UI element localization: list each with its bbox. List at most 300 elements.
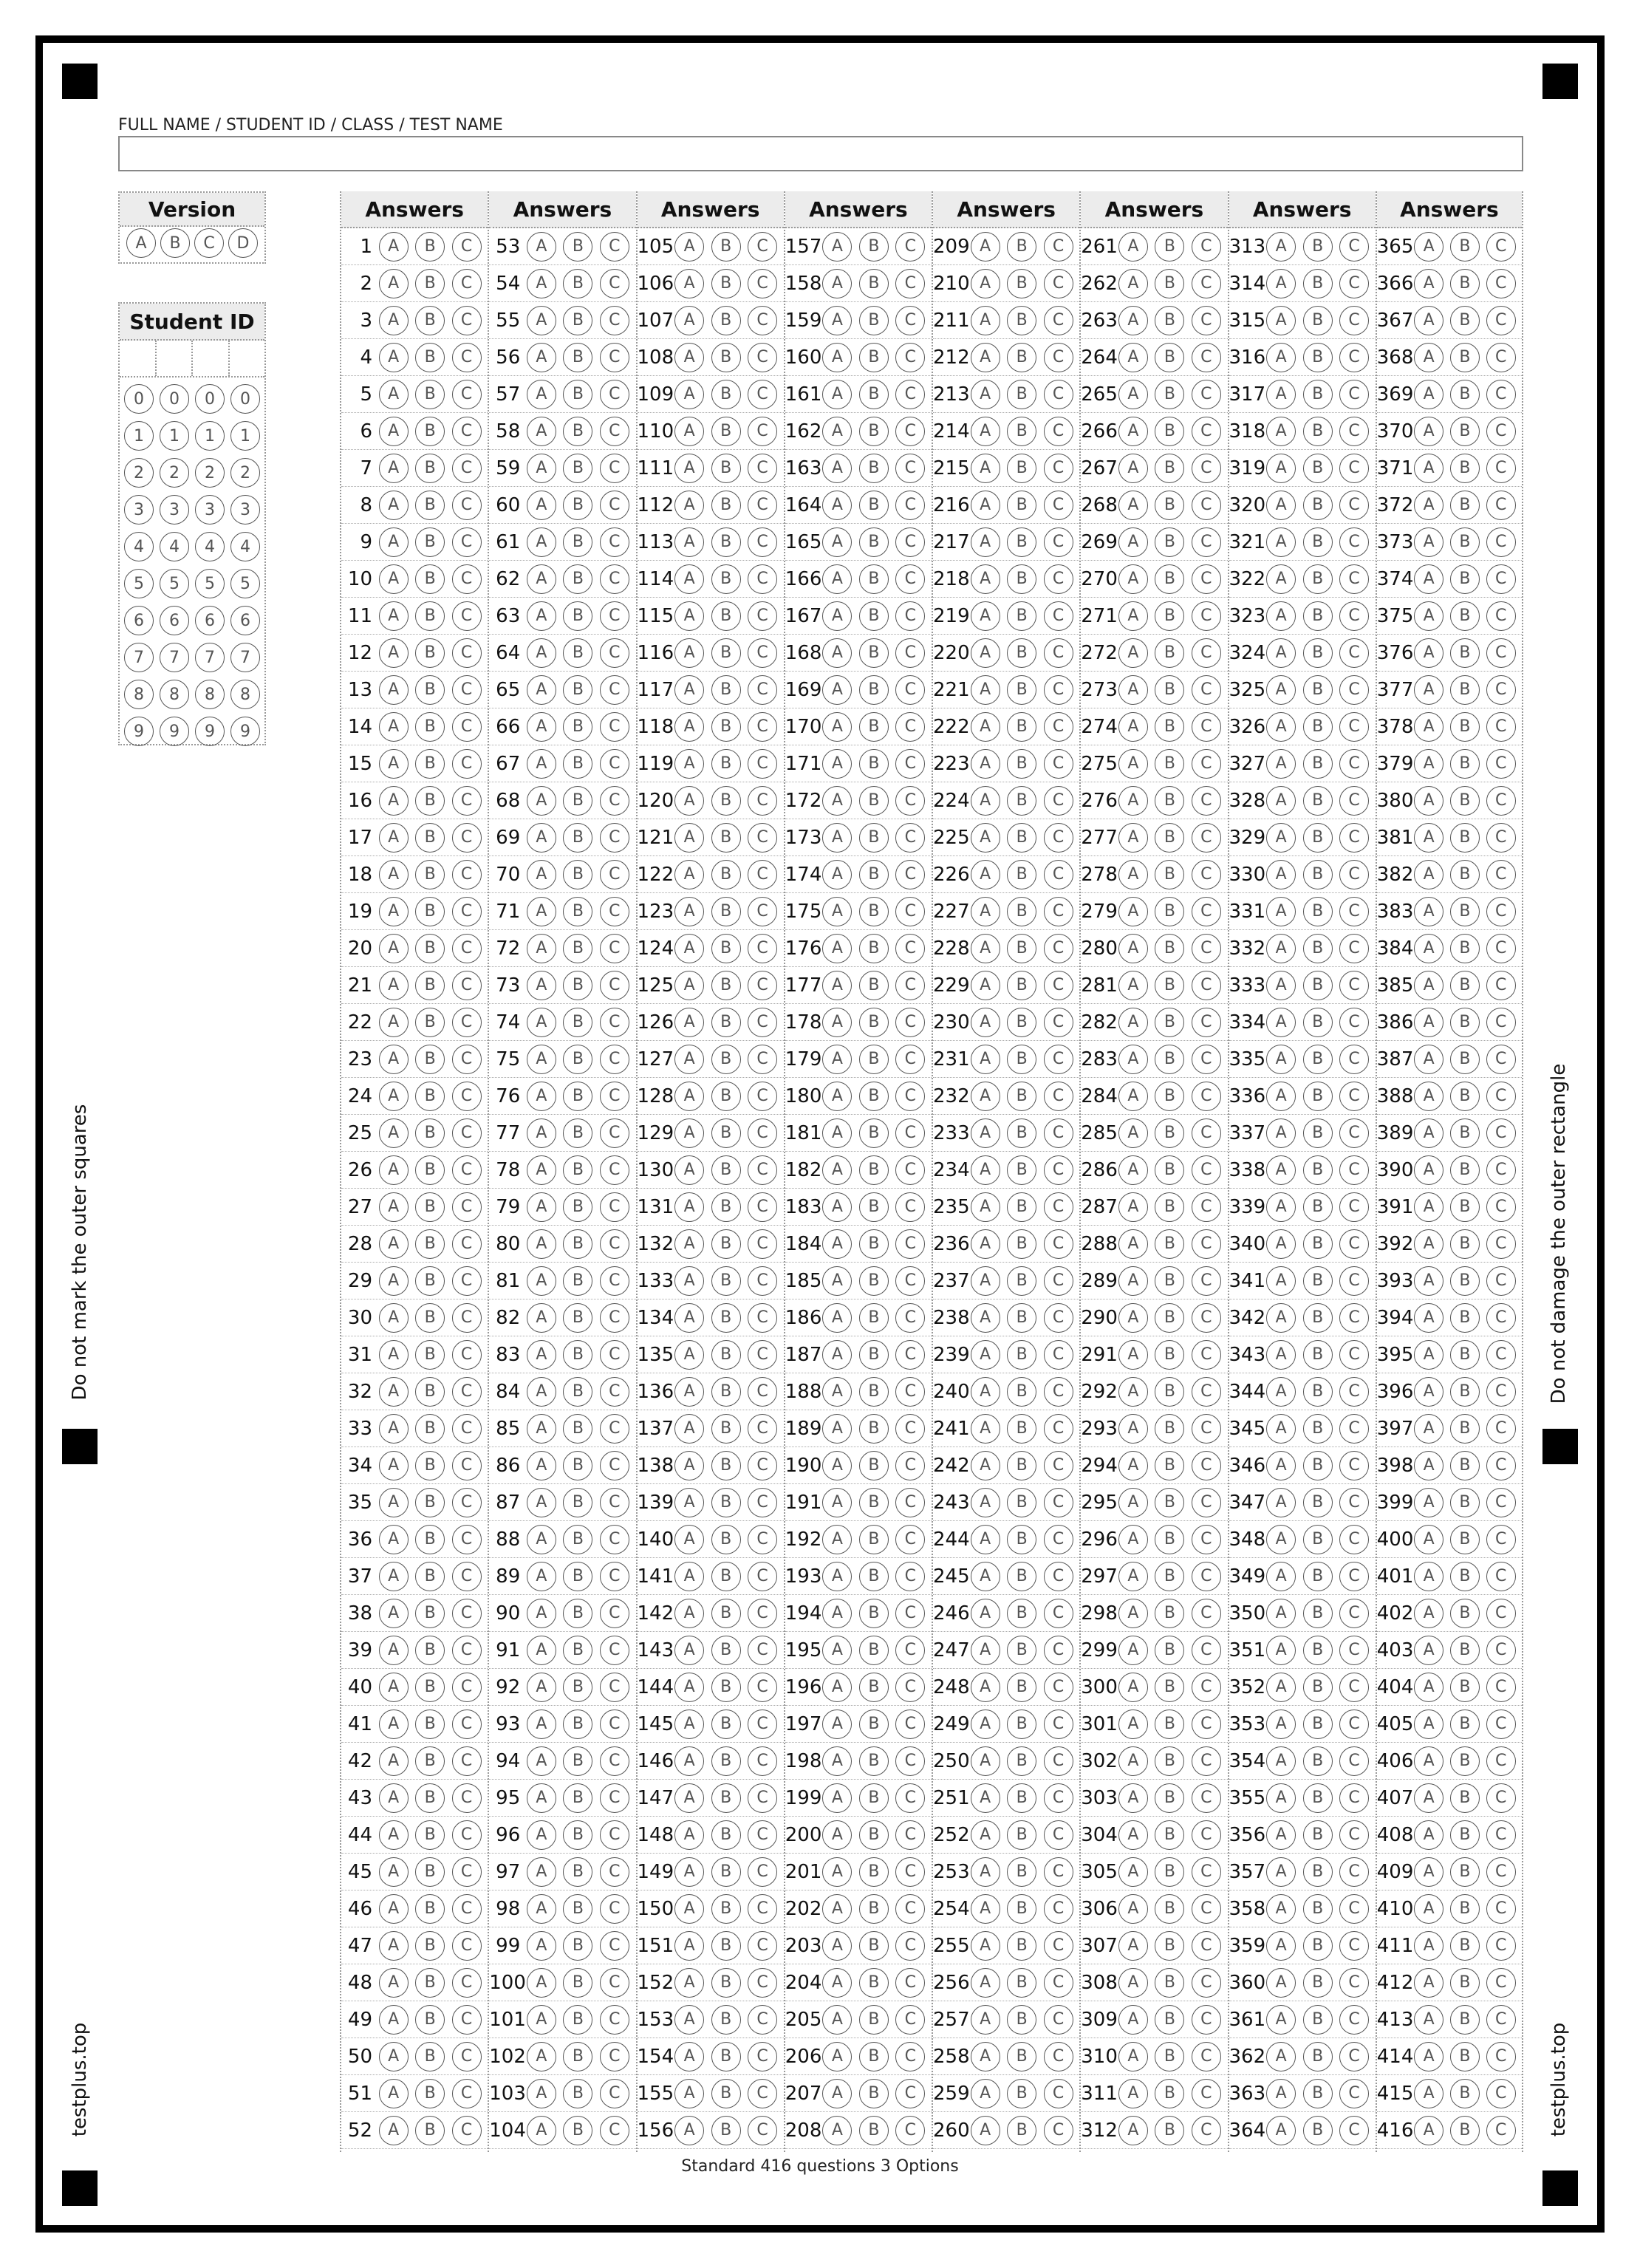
answer-bubble-c[interactable]: C — [748, 454, 777, 483]
answer-bubble-c[interactable]: C — [452, 1894, 482, 1924]
answer-bubble-c[interactable]: C — [1044, 1377, 1073, 1407]
answer-bubble-a[interactable]: A — [1266, 1118, 1296, 1148]
answer-bubble-a[interactable]: A — [971, 1377, 1000, 1407]
answer-bubble-a[interactable]: A — [674, 1820, 704, 1850]
answer-bubble-c[interactable]: C — [1192, 1931, 1221, 1961]
answer-bubble-c[interactable]: C — [1339, 1045, 1369, 1074]
answer-bubble-b[interactable]: B — [1155, 1525, 1184, 1554]
answer-bubble-b[interactable]: B — [1303, 1266, 1333, 1296]
answer-bubble-a[interactable]: A — [1414, 749, 1443, 779]
answer-bubble-b[interactable]: B — [1303, 1155, 1333, 1185]
answer-bubble-b[interactable]: B — [711, 1303, 741, 1333]
answer-bubble-c[interactable]: C — [600, 1709, 629, 1739]
answer-bubble-a[interactable]: A — [1266, 1525, 1296, 1554]
answer-bubble-a[interactable]: A — [379, 1192, 409, 1222]
answer-bubble-c[interactable]: C — [452, 454, 482, 483]
answer-bubble-c[interactable]: C — [748, 1709, 777, 1739]
answer-bubble-c[interactable]: C — [600, 1377, 629, 1407]
answer-bubble-c[interactable]: C — [895, 749, 925, 779]
answer-bubble-c[interactable]: C — [600, 1636, 629, 1665]
answer-bubble-a[interactable]: A — [971, 380, 1000, 409]
answer-bubble-b[interactable]: B — [1450, 1414, 1480, 1444]
answer-bubble-a[interactable]: A — [1414, 1488, 1443, 1517]
answer-bubble-b[interactable]: B — [1303, 1894, 1333, 1924]
answer-bubble-c[interactable]: C — [895, 1968, 925, 1998]
answer-bubble-a[interactable]: A — [1118, 1857, 1148, 1887]
answer-bubble-c[interactable]: C — [1044, 1968, 1073, 1998]
student-id-cell[interactable] — [230, 341, 265, 376]
answer-bubble-a[interactable]: A — [379, 1045, 409, 1074]
answer-bubble-c[interactable]: C — [1192, 1525, 1221, 1554]
answer-bubble-c[interactable]: C — [452, 675, 482, 705]
answer-bubble-c[interactable]: C — [1486, 2042, 1516, 2071]
answer-bubble-a[interactable]: A — [1414, 712, 1443, 742]
answer-bubble-c[interactable]: C — [1192, 232, 1221, 262]
answer-bubble-b[interactable]: B — [1450, 1377, 1480, 1407]
answer-bubble-c[interactable]: C — [600, 1266, 629, 1296]
answer-bubble-b[interactable]: B — [1155, 1894, 1184, 1924]
answer-bubble-b[interactable]: B — [859, 934, 889, 963]
answer-bubble-a[interactable]: A — [674, 1673, 704, 1702]
answer-bubble-a[interactable]: A — [1414, 1968, 1443, 1998]
answer-bubble-b[interactable]: B — [415, 343, 445, 372]
answer-bubble-b[interactable]: B — [1450, 1340, 1480, 1370]
answer-bubble-b[interactable]: B — [711, 749, 741, 779]
answer-bubble-a[interactable]: A — [1414, 1377, 1443, 1407]
answer-bubble-b[interactable]: B — [859, 1599, 889, 1628]
answer-bubble-a[interactable]: A — [971, 786, 1000, 816]
answer-bubble-b[interactable]: B — [1450, 823, 1480, 853]
answer-bubble-a[interactable]: A — [971, 1303, 1000, 1333]
answer-bubble-c[interactable]: C — [895, 823, 925, 853]
answer-bubble-c[interactable]: C — [1339, 712, 1369, 742]
answer-bubble-a[interactable]: A — [379, 269, 409, 298]
answer-bubble-b[interactable]: B — [1450, 1820, 1480, 1850]
answer-bubble-b[interactable]: B — [1303, 1045, 1333, 1074]
answer-bubble-b[interactable]: B — [1155, 380, 1184, 409]
answer-bubble-b[interactable]: B — [1007, 1968, 1036, 1998]
answer-bubble-b[interactable]: B — [1155, 2116, 1184, 2145]
answer-bubble-a[interactable]: A — [1118, 934, 1148, 963]
answer-bubble-a[interactable]: A — [1118, 749, 1148, 779]
answer-bubble-a[interactable]: A — [1118, 675, 1148, 705]
answer-bubble-c[interactable]: C — [895, 1229, 925, 1259]
answer-bubble-c[interactable]: C — [452, 1931, 482, 1961]
answer-bubble-c[interactable]: C — [1339, 2116, 1369, 2145]
answer-bubble-b[interactable]: B — [711, 897, 741, 926]
answer-bubble-c[interactable]: C — [1339, 1414, 1369, 1444]
answer-bubble-b[interactable]: B — [1007, 1562, 1036, 1591]
answer-bubble-c[interactable]: C — [895, 232, 925, 262]
answer-bubble-a[interactable]: A — [527, 638, 556, 668]
answer-bubble-b[interactable]: B — [711, 860, 741, 889]
answer-bubble-c[interactable]: C — [1486, 1525, 1516, 1554]
answer-bubble-c[interactable]: C — [1486, 1636, 1516, 1665]
answer-bubble-b[interactable]: B — [711, 1820, 741, 1850]
answer-bubble-c[interactable]: C — [1339, 638, 1369, 668]
answer-bubble-a[interactable]: A — [822, 343, 852, 372]
answer-bubble-b[interactable]: B — [1450, 2116, 1480, 2145]
answer-bubble-c[interactable]: C — [600, 1783, 629, 1813]
answer-bubble-c[interactable]: C — [1192, 1192, 1221, 1222]
answer-bubble-c[interactable]: C — [600, 1746, 629, 1776]
answer-bubble-b[interactable]: B — [415, 306, 445, 335]
answer-bubble-c[interactable]: C — [1044, 1082, 1073, 1111]
answer-bubble-c[interactable]: C — [895, 1525, 925, 1554]
answer-bubble-b[interactable]: B — [563, 1709, 592, 1739]
answer-bubble-a[interactable]: A — [674, 1562, 704, 1591]
student-id-bubble[interactable]: 0 — [195, 384, 225, 414]
answer-bubble-c[interactable]: C — [1486, 1599, 1516, 1628]
answer-bubble-a[interactable]: A — [527, 601, 556, 631]
answer-bubble-a[interactable]: A — [822, 934, 852, 963]
answer-bubble-c[interactable]: C — [1339, 1303, 1369, 1333]
answer-bubble-b[interactable]: B — [1007, 343, 1036, 372]
answer-bubble-b[interactable]: B — [711, 2116, 741, 2145]
answer-bubble-b[interactable]: B — [859, 860, 889, 889]
answer-bubble-c[interactable]: C — [1044, 1636, 1073, 1665]
answer-bubble-a[interactable]: A — [379, 1894, 409, 1924]
answer-bubble-a[interactable]: A — [527, 971, 556, 1000]
answer-bubble-b[interactable]: B — [1450, 1525, 1480, 1554]
answer-bubble-a[interactable]: A — [1118, 638, 1148, 668]
answer-bubble-a[interactable]: A — [971, 1746, 1000, 1776]
answer-bubble-c[interactable]: C — [1044, 934, 1073, 963]
answer-bubble-b[interactable]: B — [1007, 1303, 1036, 1333]
answer-bubble-a[interactable]: A — [1118, 1783, 1148, 1813]
answer-bubble-b[interactable]: B — [859, 1857, 889, 1887]
answer-bubble-a[interactable]: A — [1414, 1599, 1443, 1628]
answer-bubble-c[interactable]: C — [452, 1414, 482, 1444]
answer-bubble-a[interactable]: A — [674, 1377, 704, 1407]
answer-bubble-b[interactable]: B — [859, 971, 889, 1000]
answer-bubble-b[interactable]: B — [711, 564, 741, 594]
answer-bubble-c[interactable]: C — [1486, 1783, 1516, 1813]
answer-bubble-a[interactable]: A — [527, 934, 556, 963]
answer-bubble-b[interactable]: B — [415, 860, 445, 889]
answer-bubble-c[interactable]: C — [1486, 1857, 1516, 1887]
answer-bubble-c[interactable]: C — [748, 343, 777, 372]
answer-bubble-b[interactable]: B — [1155, 1931, 1184, 1961]
answer-bubble-c[interactable]: C — [1486, 1746, 1516, 1776]
answer-bubble-c[interactable]: C — [452, 1857, 482, 1887]
answer-bubble-a[interactable]: A — [674, 1931, 704, 1961]
answer-bubble-b[interactable]: B — [711, 1709, 741, 1739]
answer-bubble-b[interactable]: B — [1450, 564, 1480, 594]
answer-bubble-b[interactable]: B — [1007, 1857, 1036, 1887]
answer-bubble-c[interactable]: C — [452, 1599, 482, 1628]
answer-bubble-b[interactable]: B — [1007, 2116, 1036, 2145]
answer-bubble-b[interactable]: B — [415, 1340, 445, 1370]
answer-bubble-b[interactable]: B — [711, 1082, 741, 1111]
answer-bubble-a[interactable]: A — [1266, 1746, 1296, 1776]
answer-bubble-c[interactable]: C — [748, 527, 777, 557]
answer-bubble-c[interactable]: C — [1044, 1266, 1073, 1296]
answer-bubble-c[interactable]: C — [748, 749, 777, 779]
answer-bubble-b[interactable]: B — [859, 1783, 889, 1813]
answer-bubble-a[interactable]: A — [971, 1783, 1000, 1813]
answer-bubble-b[interactable]: B — [1303, 2079, 1333, 2108]
answer-bubble-b[interactable]: B — [415, 1377, 445, 1407]
answer-bubble-b[interactable]: B — [1155, 1857, 1184, 1887]
student-id-cell[interactable] — [193, 341, 230, 376]
answer-bubble-b[interactable]: B — [1303, 527, 1333, 557]
answer-bubble-a[interactable]: A — [1118, 564, 1148, 594]
answer-bubble-c[interactable]: C — [1192, 343, 1221, 372]
answer-bubble-c[interactable]: C — [895, 786, 925, 816]
answer-bubble-c[interactable]: C — [1486, 1820, 1516, 1850]
answer-bubble-b[interactable]: B — [711, 1525, 741, 1554]
answer-bubble-c[interactable]: C — [1339, 1636, 1369, 1665]
answer-bubble-b[interactable]: B — [711, 1451, 741, 1480]
answer-bubble-c[interactable]: C — [1044, 527, 1073, 557]
answer-bubble-b[interactable]: B — [859, 1894, 889, 1924]
answer-bubble-c[interactable]: C — [452, 1488, 482, 1517]
answer-bubble-b[interactable]: B — [563, 1303, 592, 1333]
answer-bubble-b[interactable]: B — [859, 454, 889, 483]
answer-bubble-b[interactable]: B — [1155, 454, 1184, 483]
answer-bubble-b[interactable]: B — [1450, 454, 1480, 483]
answer-bubble-c[interactable]: C — [1339, 306, 1369, 335]
answer-bubble-b[interactable]: B — [415, 454, 445, 483]
student-id-bubble[interactable]: 0 — [124, 384, 154, 414]
name-input-box[interactable] — [118, 136, 1523, 171]
answer-bubble-a[interactable]: A — [379, 1783, 409, 1813]
answer-bubble-c[interactable]: C — [600, 1155, 629, 1185]
answer-bubble-a[interactable]: A — [971, 601, 1000, 631]
answer-bubble-c[interactable]: C — [600, 601, 629, 631]
student-id-bubble[interactable]: 1 — [124, 421, 154, 451]
answer-bubble-a[interactable]: A — [674, 1894, 704, 1924]
answer-bubble-c[interactable]: C — [1486, 2079, 1516, 2108]
answer-bubble-c[interactable]: C — [1044, 712, 1073, 742]
answer-bubble-a[interactable]: A — [379, 2079, 409, 2108]
answer-bubble-c[interactable]: C — [748, 2079, 777, 2108]
answer-bubble-c[interactable]: C — [600, 934, 629, 963]
answer-bubble-c[interactable]: C — [1339, 1525, 1369, 1554]
answer-bubble-a[interactable]: A — [1266, 860, 1296, 889]
answer-bubble-a[interactable]: A — [822, 638, 852, 668]
answer-bubble-c[interactable]: C — [1339, 564, 1369, 594]
answer-bubble-c[interactable]: C — [1486, 1192, 1516, 1222]
answer-bubble-c[interactable]: C — [895, 1709, 925, 1739]
answer-bubble-c[interactable]: C — [1192, 1783, 1221, 1813]
answer-bubble-b[interactable]: B — [415, 269, 445, 298]
answer-bubble-c[interactable]: C — [1486, 1931, 1516, 1961]
student-id-bubble[interactable]: 4 — [160, 532, 189, 561]
answer-bubble-c[interactable]: C — [600, 417, 629, 446]
answer-bubble-c[interactable]: C — [452, 380, 482, 409]
answer-bubble-a[interactable]: A — [674, 1746, 704, 1776]
answer-bubble-a[interactable]: A — [674, 1082, 704, 1111]
answer-bubble-a[interactable]: A — [527, 2005, 556, 2035]
answer-bubble-a[interactable]: A — [527, 1783, 556, 1813]
answer-bubble-b[interactable]: B — [711, 823, 741, 853]
answer-bubble-a[interactable]: A — [674, 306, 704, 335]
answer-bubble-b[interactable]: B — [563, 1340, 592, 1370]
answer-bubble-b[interactable]: B — [711, 491, 741, 520]
answer-bubble-a[interactable]: A — [1266, 1266, 1296, 1296]
answer-bubble-a[interactable]: A — [379, 1857, 409, 1887]
answer-bubble-a[interactable]: A — [1266, 232, 1296, 262]
answer-bubble-b[interactable]: B — [1007, 1008, 1036, 1037]
answer-bubble-a[interactable]: A — [674, 1045, 704, 1074]
answer-bubble-a[interactable]: A — [1118, 2042, 1148, 2071]
answer-bubble-b[interactable]: B — [563, 860, 592, 889]
answer-bubble-b[interactable]: B — [1007, 1414, 1036, 1444]
answer-bubble-c[interactable]: C — [895, 1783, 925, 1813]
answer-bubble-a[interactable]: A — [1266, 675, 1296, 705]
answer-bubble-a[interactable]: A — [1118, 1155, 1148, 1185]
answer-bubble-a[interactable]: A — [379, 2116, 409, 2145]
answer-bubble-c[interactable]: C — [748, 1266, 777, 1296]
answer-bubble-b[interactable]: B — [1303, 232, 1333, 262]
answer-bubble-b[interactable]: B — [859, 2042, 889, 2071]
answer-bubble-b[interactable]: B — [1450, 786, 1480, 816]
answer-bubble-b[interactable]: B — [1450, 1783, 1480, 1813]
answer-bubble-b[interactable]: B — [415, 1155, 445, 1185]
answer-bubble-a[interactable]: A — [527, 2079, 556, 2108]
answer-bubble-a[interactable]: A — [1266, 971, 1296, 1000]
answer-bubble-c[interactable]: C — [1339, 1894, 1369, 1924]
answer-bubble-b[interactable]: B — [711, 1894, 741, 1924]
answer-bubble-a[interactable]: A — [1414, 675, 1443, 705]
answer-bubble-a[interactable]: A — [971, 527, 1000, 557]
answer-bubble-a[interactable]: A — [1266, 306, 1296, 335]
answer-bubble-b[interactable]: B — [1007, 1931, 1036, 1961]
answer-bubble-c[interactable]: C — [600, 1118, 629, 1148]
answer-bubble-a[interactable]: A — [1118, 1118, 1148, 1148]
answer-bubble-a[interactable]: A — [1118, 860, 1148, 889]
answer-bubble-a[interactable]: A — [822, 380, 852, 409]
answer-bubble-a[interactable]: A — [1118, 527, 1148, 557]
answer-bubble-a[interactable]: A — [674, 934, 704, 963]
answer-bubble-b[interactable]: B — [711, 712, 741, 742]
answer-bubble-a[interactable]: A — [379, 638, 409, 668]
answer-bubble-b[interactable]: B — [415, 749, 445, 779]
answer-bubble-a[interactable]: A — [1266, 417, 1296, 446]
answer-bubble-a[interactable]: A — [822, 2005, 852, 2035]
answer-bubble-c[interactable]: C — [1339, 786, 1369, 816]
answer-bubble-c[interactable]: C — [600, 786, 629, 816]
answer-bubble-c[interactable]: C — [1192, 1414, 1221, 1444]
answer-bubble-c[interactable]: C — [600, 712, 629, 742]
answer-bubble-a[interactable]: A — [527, 1931, 556, 1961]
answer-bubble-b[interactable]: B — [1007, 564, 1036, 594]
answer-bubble-c[interactable]: C — [1339, 1451, 1369, 1480]
answer-bubble-a[interactable]: A — [1118, 343, 1148, 372]
answer-bubble-a[interactable]: A — [1118, 1229, 1148, 1259]
answer-bubble-c[interactable]: C — [452, 1082, 482, 1111]
answer-bubble-a[interactable]: A — [527, 1340, 556, 1370]
answer-bubble-b[interactable]: B — [415, 491, 445, 520]
answer-bubble-a[interactable]: A — [1118, 2005, 1148, 2035]
answer-bubble-b[interactable]: B — [1303, 1562, 1333, 1591]
answer-bubble-c[interactable]: C — [1339, 897, 1369, 926]
answer-bubble-a[interactable]: A — [1118, 269, 1148, 298]
answer-bubble-c[interactable]: C — [748, 1303, 777, 1333]
answer-bubble-a[interactable]: A — [971, 343, 1000, 372]
answer-bubble-a[interactable]: A — [379, 1266, 409, 1296]
answer-bubble-b[interactable]: B — [859, 1118, 889, 1148]
answer-bubble-c[interactable]: C — [1339, 2042, 1369, 2071]
answer-bubble-b[interactable]: B — [1155, 1968, 1184, 1998]
answer-bubble-c[interactable]: C — [895, 1894, 925, 1924]
answer-bubble-b[interactable]: B — [563, 1562, 592, 1591]
answer-bubble-c[interactable]: C — [895, 1636, 925, 1665]
answer-bubble-a[interactable]: A — [822, 1229, 852, 1259]
answer-bubble-b[interactable]: B — [711, 1636, 741, 1665]
answer-bubble-b[interactable]: B — [711, 1673, 741, 1702]
answer-bubble-b[interactable]: B — [1155, 343, 1184, 372]
answer-bubble-c[interactable]: C — [600, 1303, 629, 1333]
answer-bubble-c[interactable]: C — [1486, 454, 1516, 483]
answer-bubble-c[interactable]: C — [1486, 1266, 1516, 1296]
answer-bubble-a[interactable]: A — [674, 564, 704, 594]
answer-bubble-b[interactable]: B — [563, 1636, 592, 1665]
answer-bubble-a[interactable]: A — [1118, 2116, 1148, 2145]
answer-bubble-a[interactable]: A — [1118, 1746, 1148, 1776]
answer-bubble-a[interactable]: A — [1414, 1082, 1443, 1111]
answer-bubble-b[interactable]: B — [1155, 1783, 1184, 1813]
answer-bubble-b[interactable]: B — [415, 1045, 445, 1074]
answer-bubble-a[interactable]: A — [674, 971, 704, 1000]
answer-bubble-a[interactable]: A — [1266, 2116, 1296, 2145]
answer-bubble-b[interactable]: B — [563, 2005, 592, 2035]
answer-bubble-a[interactable]: A — [1118, 1266, 1148, 1296]
answer-bubble-c[interactable]: C — [1192, 1155, 1221, 1185]
answer-bubble-b[interactable]: B — [1007, 1266, 1036, 1296]
version-bubble-a[interactable]: A — [126, 228, 156, 258]
answer-bubble-c[interactable]: C — [748, 1008, 777, 1037]
answer-bubble-c[interactable]: C — [748, 1599, 777, 1628]
answer-bubble-b[interactable]: B — [563, 1082, 592, 1111]
student-id-bubble[interactable]: 2 — [160, 458, 189, 488]
answer-bubble-b[interactable]: B — [859, 601, 889, 631]
answer-bubble-a[interactable]: A — [1266, 1082, 1296, 1111]
answer-bubble-b[interactable]: B — [415, 1894, 445, 1924]
answer-bubble-b[interactable]: B — [1303, 971, 1333, 1000]
answer-bubble-c[interactable]: C — [748, 1155, 777, 1185]
answer-bubble-b[interactable]: B — [1007, 527, 1036, 557]
answer-bubble-c[interactable]: C — [895, 1340, 925, 1370]
answer-bubble-a[interactable]: A — [822, 601, 852, 631]
answer-bubble-b[interactable]: B — [1007, 749, 1036, 779]
answer-bubble-a[interactable]: A — [822, 1192, 852, 1222]
answer-bubble-a[interactable]: A — [822, 232, 852, 262]
answer-bubble-a[interactable]: A — [674, 1118, 704, 1148]
answer-bubble-a[interactable]: A — [971, 1931, 1000, 1961]
answer-bubble-a[interactable]: A — [1414, 380, 1443, 409]
answer-bubble-a[interactable]: A — [971, 934, 1000, 963]
answer-bubble-c[interactable]: C — [1339, 1229, 1369, 1259]
answer-bubble-c[interactable]: C — [748, 1746, 777, 1776]
answer-bubble-c[interactable]: C — [452, 2079, 482, 2108]
answer-bubble-b[interactable]: B — [1007, 1082, 1036, 1111]
answer-bubble-a[interactable]: A — [1266, 638, 1296, 668]
answer-bubble-c[interactable]: C — [1192, 1303, 1221, 1333]
answer-bubble-a[interactable]: A — [527, 491, 556, 520]
answer-bubble-b[interactable]: B — [859, 417, 889, 446]
answer-bubble-c[interactable]: C — [1339, 2079, 1369, 2108]
answer-bubble-c[interactable]: C — [895, 2079, 925, 2108]
answer-bubble-b[interactable]: B — [1155, 712, 1184, 742]
answer-bubble-b[interactable]: B — [415, 1525, 445, 1554]
answer-bubble-c[interactable]: C — [748, 1968, 777, 1998]
answer-bubble-a[interactable]: A — [822, 1931, 852, 1961]
answer-bubble-b[interactable]: B — [1007, 601, 1036, 631]
answer-bubble-c[interactable]: C — [1192, 1229, 1221, 1259]
